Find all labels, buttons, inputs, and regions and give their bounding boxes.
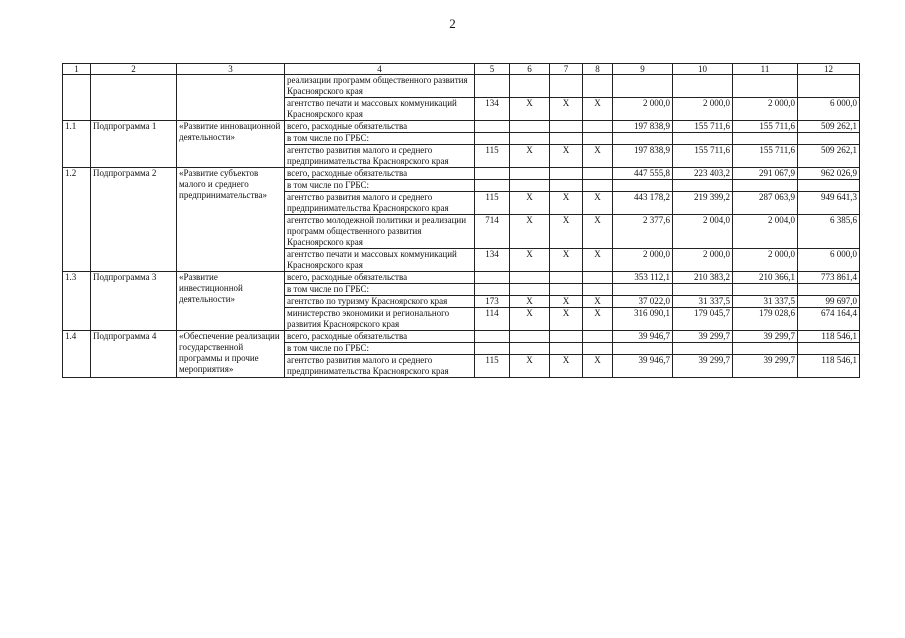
grbs-code [475, 272, 510, 284]
grbs-code [475, 121, 510, 133]
amount-col10: 2 000,0 [673, 249, 733, 272]
expense-description: всего, расходные обязательства [285, 331, 475, 343]
grbs-code: 115 [475, 355, 510, 378]
expense-description: агентство развития малого и среднего предпринимательства Красноярского края [285, 145, 475, 168]
amount-col11: 287 063,9 [733, 192, 798, 215]
cell-col6: Х [510, 249, 550, 272]
amount-col10: 39 299,7 [673, 331, 733, 343]
cell-col6: Х [510, 296, 550, 308]
expense-description: в том числе по ГРБС: [285, 180, 475, 192]
amount-total [798, 180, 860, 192]
cell-col8: Х [583, 355, 613, 378]
column-header: 4 [285, 64, 475, 75]
cell-col8: Х [583, 145, 613, 168]
cell-col6: Х [510, 192, 550, 215]
grbs-code [475, 133, 510, 145]
cell-col8 [583, 180, 613, 192]
subprogram-name: Подпрограмма 3 [91, 272, 177, 331]
cell-col6 [510, 168, 550, 180]
amount-total [798, 133, 860, 145]
amount-col9: 443 178,2 [613, 192, 673, 215]
cell-col8: Х [583, 296, 613, 308]
amount-col9: 197 838,9 [613, 121, 673, 133]
expense-description: агентство молодежной политики и реализации программ общественного развития Красноярского края [285, 215, 475, 249]
column-header: 10 [673, 64, 733, 75]
cell-col6: Х [510, 145, 550, 168]
amount-col9 [613, 284, 673, 296]
cell-col8 [583, 168, 613, 180]
grbs-code: 115 [475, 192, 510, 215]
grbs-code: 134 [475, 98, 510, 121]
cell-col8 [583, 272, 613, 284]
expense-description: в том числе по ГРБС: [285, 284, 475, 296]
page-number: 2 [449, 16, 456, 31]
cell-col7: Х [550, 192, 583, 215]
cell-col6 [510, 121, 550, 133]
amount-col10: 2 000,0 [673, 98, 733, 121]
budget-table [62, 63, 860, 378]
amount-col9: 197 838,9 [613, 145, 673, 168]
expense-description: всего, расходные обязательства [285, 272, 475, 284]
amount-col10 [673, 75, 733, 98]
cell-col6 [510, 284, 550, 296]
grbs-code [475, 168, 510, 180]
cell-col6 [510, 133, 550, 145]
table-row [63, 331, 860, 343]
amount-col10: 179 045,7 [673, 308, 733, 331]
row-number: 1.2 [63, 168, 91, 272]
cell-col7 [550, 343, 583, 355]
amount-total: 99 697,0 [798, 296, 860, 308]
cell-col8 [583, 284, 613, 296]
amount-col11: 179 028,6 [733, 308, 798, 331]
cell-col8 [583, 121, 613, 133]
expense-description: агентство печати и массовых коммуникаций Красноярского края [285, 98, 475, 121]
cell-col8 [583, 75, 613, 98]
amount-col9: 2 000,0 [613, 249, 673, 272]
amount-col11: 155 711,6 [733, 121, 798, 133]
amount-col9 [613, 75, 673, 98]
cell-col6 [510, 75, 550, 98]
cell-col7 [550, 272, 583, 284]
amount-col10: 31 337,5 [673, 296, 733, 308]
cell-col8 [583, 133, 613, 145]
amount-col9 [613, 180, 673, 192]
amount-col10: 223 403,2 [673, 168, 733, 180]
amount-col10 [673, 133, 733, 145]
expense-description: всего, расходные обязательства [285, 168, 475, 180]
expense-description: агентство развития малого и среднего предпринимательства Красноярского края [285, 192, 475, 215]
row-number: 1.3 [63, 272, 91, 331]
amount-col9 [613, 343, 673, 355]
amount-total [798, 75, 860, 98]
cell-col6: Х [510, 355, 550, 378]
amount-col11: 291 067,9 [733, 168, 798, 180]
cell-col8: Х [583, 192, 613, 215]
amount-col9: 39 946,7 [613, 331, 673, 343]
grbs-code [475, 343, 510, 355]
amount-col11: 2 000,0 [733, 249, 798, 272]
expense-description: агентство печати и массовых коммуникаций Красноярского края [285, 249, 475, 272]
cell-col7: Х [550, 296, 583, 308]
subprogram-title: «Обеспечение реализации государственной программы и прочие мероприятия» [177, 331, 285, 378]
grbs-code: 714 [475, 215, 510, 249]
amount-col10: 219 399,2 [673, 192, 733, 215]
amount-col11: 39 299,7 [733, 331, 798, 343]
amount-col11: 155 711,6 [733, 145, 798, 168]
amount-total [798, 284, 860, 296]
amount-total: 6 000,0 [798, 249, 860, 272]
cell-col7: Х [550, 145, 583, 168]
amount-col9: 2 000,0 [613, 98, 673, 121]
expense-description: агентство развития малого и среднего предпринимательства Красноярского края [285, 355, 475, 378]
grbs-code: 173 [475, 296, 510, 308]
amount-col9: 37 022,0 [613, 296, 673, 308]
subprogram-title: «Развитие субъектов малого и среднего предпринимательства» [177, 168, 285, 272]
amount-total: 6 385,6 [798, 215, 860, 249]
grbs-code [475, 180, 510, 192]
amount-col10: 39 299,7 [673, 355, 733, 378]
table-row [63, 75, 860, 98]
cell-col6: Х [510, 98, 550, 121]
amount-col11 [733, 343, 798, 355]
cell-col8: Х [583, 98, 613, 121]
cell-col8: Х [583, 308, 613, 331]
amount-col10: 2 004,0 [673, 215, 733, 249]
cell-col7: Х [550, 355, 583, 378]
cell-col6 [510, 343, 550, 355]
subprogram-title: «Развитие инновационной деятельности» [177, 121, 285, 168]
amount-col9: 2 377,6 [613, 215, 673, 249]
amount-col11: 210 366,1 [733, 272, 798, 284]
cell-col7: Х [550, 308, 583, 331]
amount-col11 [733, 133, 798, 145]
amount-total: 6 000,0 [798, 98, 860, 121]
expense-description: в том числе по ГРБС: [285, 133, 475, 145]
grbs-code [475, 331, 510, 343]
subprogram-name [91, 75, 177, 121]
amount-total: 773 861,4 [798, 272, 860, 284]
cell-col8 [583, 343, 613, 355]
row-number [63, 75, 91, 121]
grbs-code: 114 [475, 308, 510, 331]
amount-col10 [673, 343, 733, 355]
cell-col7 [550, 331, 583, 343]
cell-col7 [550, 284, 583, 296]
cell-col8: Х [583, 249, 613, 272]
subprogram-name: Подпрограмма 4 [91, 331, 177, 378]
subprogram-name: Подпрограмма 2 [91, 168, 177, 272]
expense-description: министерство экономики и регионального развития Красноярского края [285, 308, 475, 331]
subprogram-title [177, 75, 285, 121]
cell-col7 [550, 180, 583, 192]
amount-total: 674 164,4 [798, 308, 860, 331]
row-number: 1.4 [63, 331, 91, 378]
amount-col11: 31 337,5 [733, 296, 798, 308]
cell-col7: Х [550, 98, 583, 121]
column-header: 9 [613, 64, 673, 75]
amount-col10: 210 383,2 [673, 272, 733, 284]
row-number: 1.1 [63, 121, 91, 168]
amount-col11 [733, 180, 798, 192]
amount-col9: 447 555,8 [613, 168, 673, 180]
amount-total: 509 262,1 [798, 145, 860, 168]
grbs-code: 134 [475, 249, 510, 272]
cell-col6 [510, 180, 550, 192]
amount-col9: 316 090,1 [613, 308, 673, 331]
amount-total [798, 343, 860, 355]
column-header: 6 [510, 64, 550, 75]
expense-description: всего, расходные обязательства [285, 121, 475, 133]
cell-col7: Х [550, 249, 583, 272]
cell-col7 [550, 168, 583, 180]
amount-total: 509 262,1 [798, 121, 860, 133]
amount-col10: 155 711,6 [673, 145, 733, 168]
subprogram-title: «Развитие инвестиционной деятельности» [177, 272, 285, 331]
cell-col7 [550, 121, 583, 133]
amount-total: 962 026,9 [798, 168, 860, 180]
amount-total: 949 641,3 [798, 192, 860, 215]
cell-col8 [583, 331, 613, 343]
amount-total: 118 546,1 [798, 355, 860, 378]
header-row [63, 64, 860, 75]
cell-col8: Х [583, 215, 613, 249]
amount-col11 [733, 284, 798, 296]
cell-col6 [510, 272, 550, 284]
cell-col6 [510, 331, 550, 343]
grbs-code: 115 [475, 145, 510, 168]
table-row [63, 168, 860, 180]
amount-col10: 155 711,6 [673, 121, 733, 133]
cell-col6: Х [510, 308, 550, 331]
amount-col11 [733, 75, 798, 98]
amount-col9 [613, 133, 673, 145]
column-header: 1 [63, 64, 91, 75]
cell-col6: Х [510, 215, 550, 249]
column-header: 7 [550, 64, 583, 75]
amount-col11: 2 000,0 [733, 98, 798, 121]
cell-col7 [550, 133, 583, 145]
subprogram-name: Подпрограмма 1 [91, 121, 177, 168]
column-header: 5 [475, 64, 510, 75]
column-header: 8 [583, 64, 613, 75]
expense-description: в том числе по ГРБС: [285, 343, 475, 355]
amount-col11: 39 299,7 [733, 355, 798, 378]
amount-col10 [673, 284, 733, 296]
grbs-code [475, 284, 510, 296]
expense-description: реализации программ общественного развития Красноярского края [285, 75, 475, 98]
cell-col7: Х [550, 215, 583, 249]
amount-col11: 2 004,0 [733, 215, 798, 249]
column-header: 12 [798, 64, 860, 75]
amount-col9: 39 946,7 [613, 355, 673, 378]
amount-total: 118 546,1 [798, 331, 860, 343]
column-header: 3 [177, 64, 285, 75]
table-row [63, 121, 860, 133]
column-header: 2 [91, 64, 177, 75]
table-row [63, 272, 860, 284]
grbs-code [475, 75, 510, 98]
expense-description: агентство по туризму Красноярского края [285, 296, 475, 308]
column-header: 11 [733, 64, 798, 75]
amount-col10 [673, 180, 733, 192]
cell-col7 [550, 75, 583, 98]
amount-col9: 353 112,1 [613, 272, 673, 284]
